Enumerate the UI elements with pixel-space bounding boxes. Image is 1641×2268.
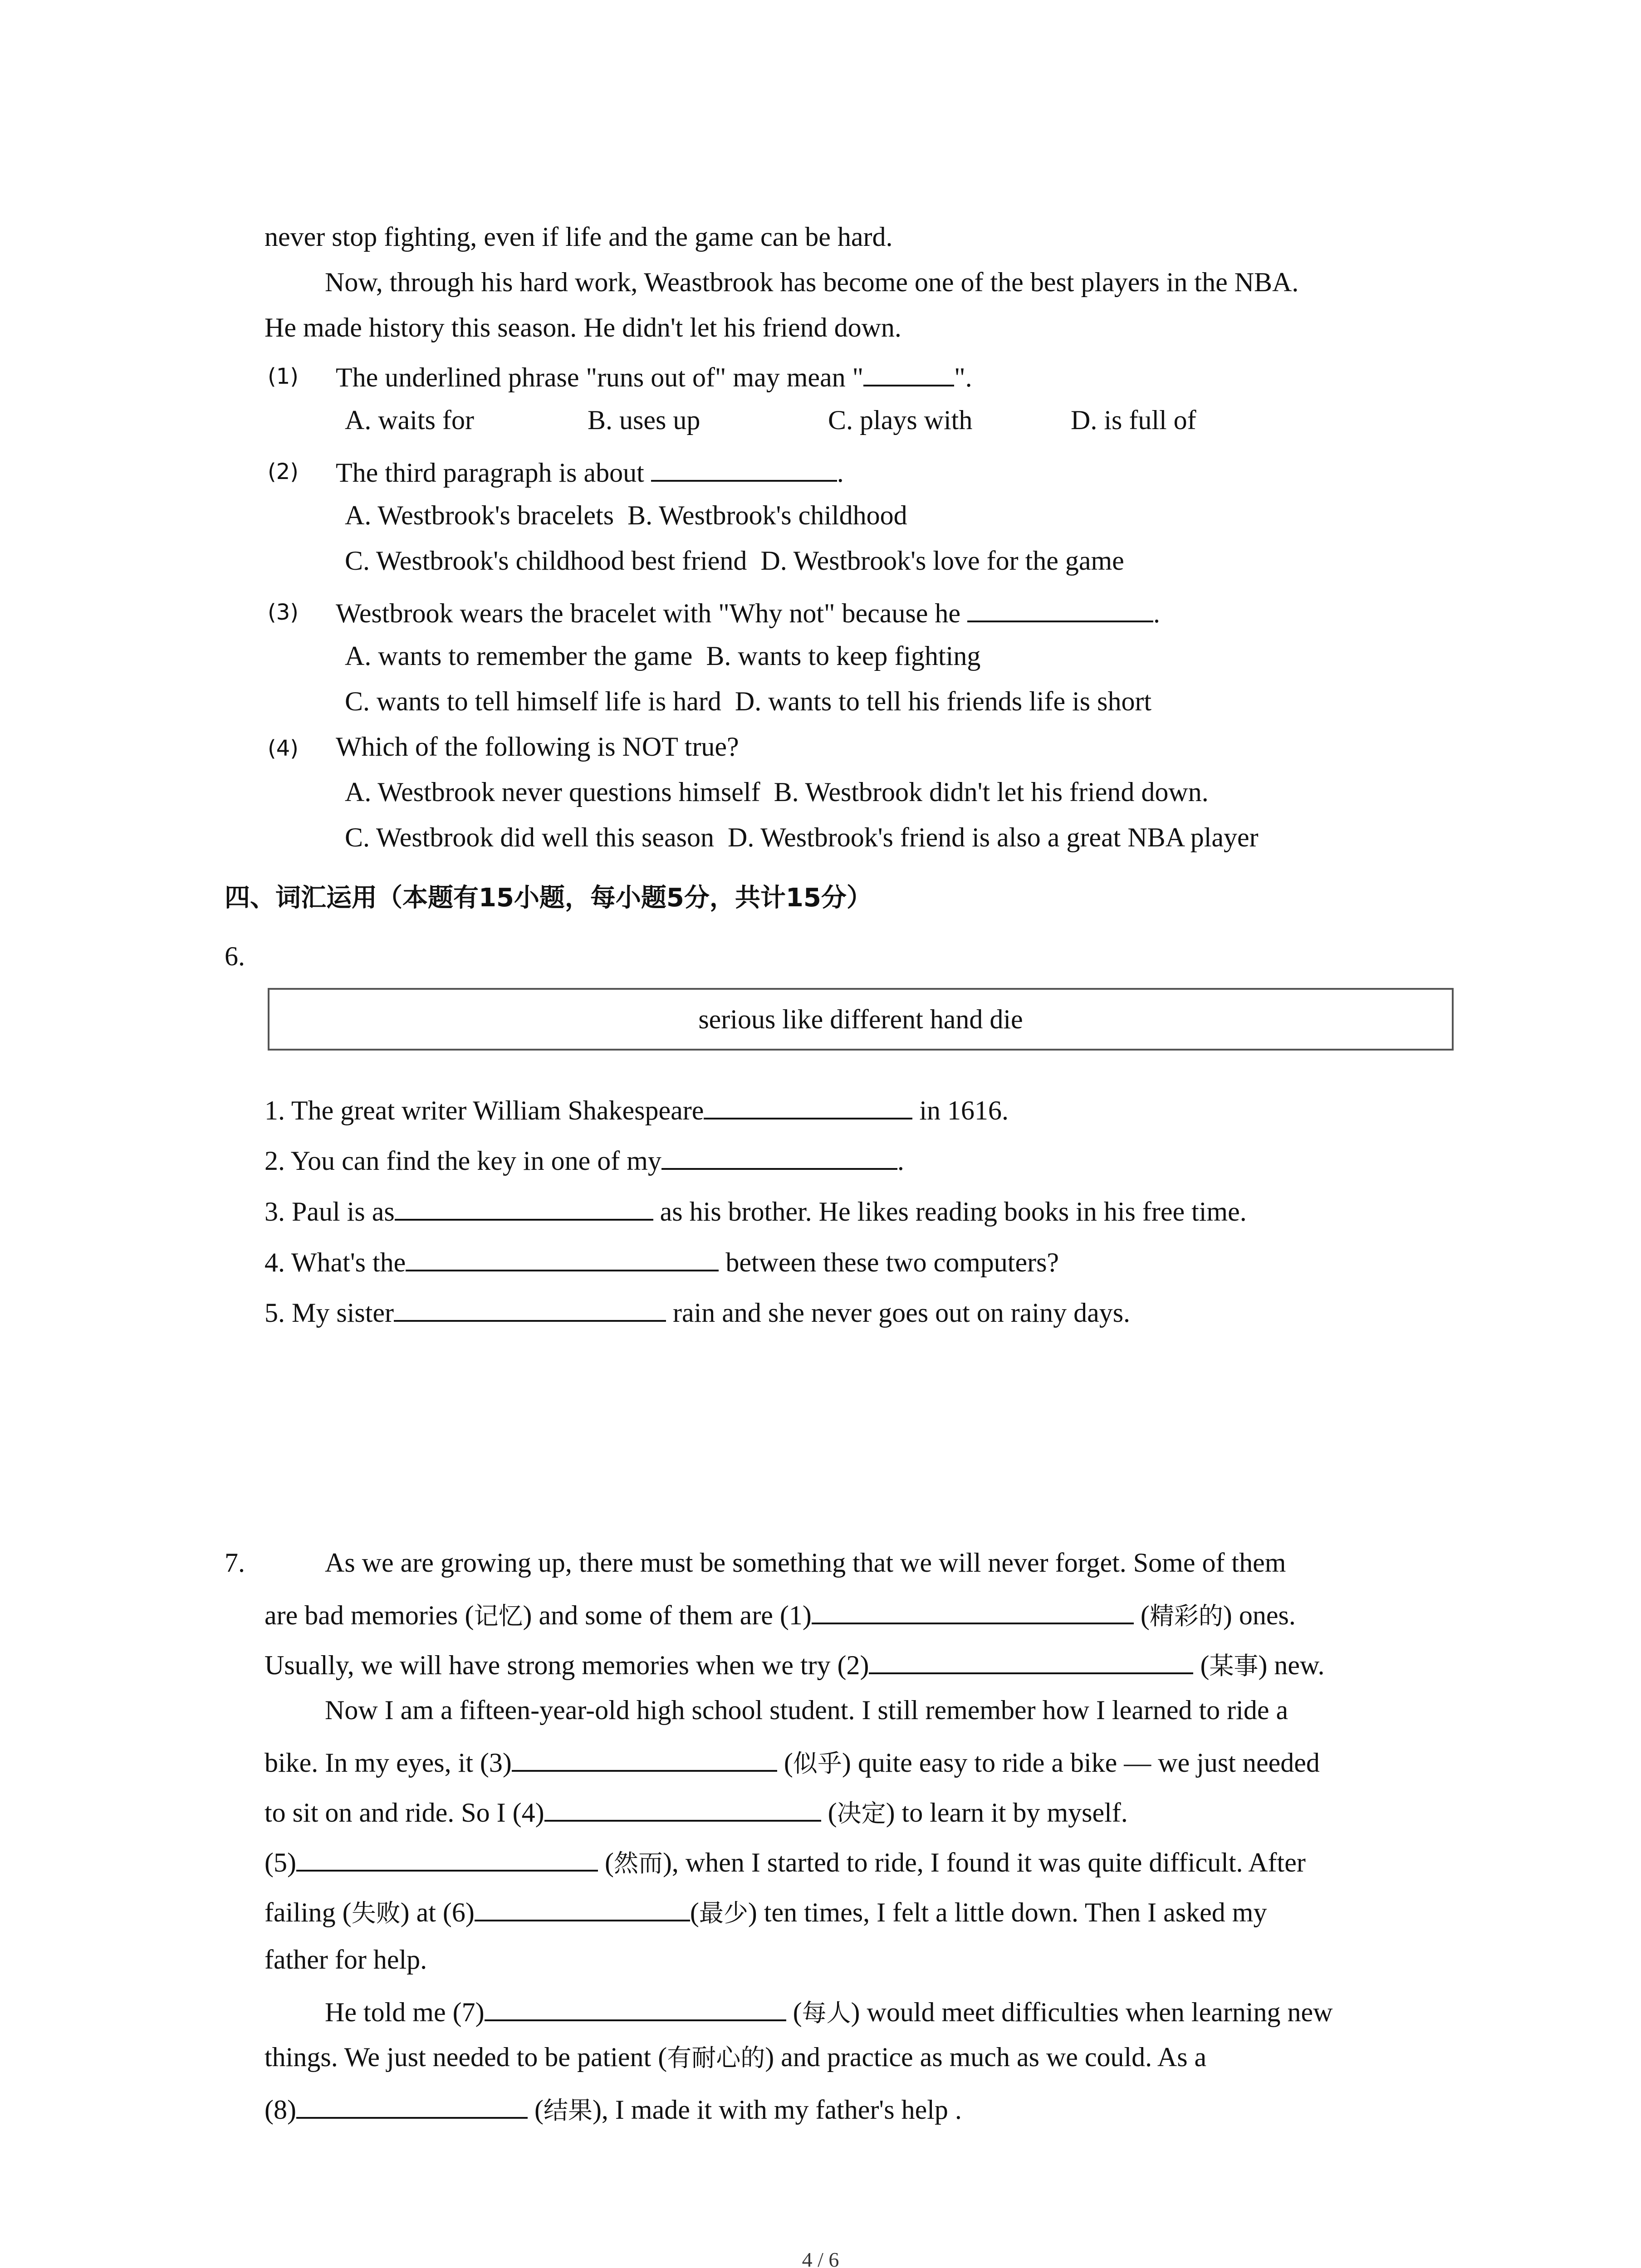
fill-item-2 (265, 1144, 904, 1174)
question-6-number: 6. (225, 941, 245, 971)
question-stem: The underlined phrase "runs out of" may mean " (336, 362, 864, 392)
option-row (345, 824, 1259, 851)
chinese-hint: 最少 (699, 1899, 748, 1927)
chinese-hint: 记忆 (474, 1602, 523, 1630)
cloze-line: Now I am a fifteen-year-old high school student. I still remember how I learned to ride a (325, 1695, 1288, 1725)
chinese-hint: 失败 (351, 1899, 401, 1927)
cloze-text: ) and practice as much as we could. As a (765, 2042, 1207, 2072)
fill-item-4 (265, 1246, 1059, 1276)
word-bank: serious like different hand die (698, 1004, 1023, 1034)
option-a[interactable]: A. wants to remember the game (345, 641, 693, 671)
cloze-line: failing (失败) at (6) (最少) ten times, I felt a little down. Then I asked my (265, 1896, 1267, 1926)
option-b[interactable]: B. Westbrook didn't let his friend down. (774, 777, 1209, 807)
cloze-text: ) would meet difficulties when learning new (851, 1997, 1333, 2027)
cloze-line: to sit on and ride. So I (4) (决定) to learn it by myself. (265, 1796, 1128, 1826)
fill-item-text: 2. You can find the key in one of my (265, 1146, 661, 1176)
option-c[interactable]: C. Westbrook did well this season (345, 822, 715, 852)
option-row (345, 688, 1151, 715)
answer-blank[interactable] (661, 1144, 897, 1170)
cloze-text: (8) (265, 2095, 296, 2125)
cloze-line: bike. In my eyes, it (3) (似乎) quite easy to ride a bike — we just needed (265, 1746, 1320, 1776)
chinese-hint: 结果 (543, 2096, 593, 2125)
answer-blank-8[interactable] (296, 2093, 528, 2119)
question-number: (4) (268, 736, 299, 761)
cloze-line (265, 2043, 1206, 2071)
question-2 (268, 456, 844, 488)
chinese-hint: 每人 (802, 1999, 851, 2027)
cloze-line: are bad memories (记忆) and some of them are (1) (精彩的) ones. (265, 1599, 1296, 1629)
answer-blank-7[interactable] (485, 1996, 786, 2021)
option-b[interactable]: B. wants to keep fighting (706, 641, 981, 671)
cloze-text: failing ( (265, 1897, 352, 1927)
fill-item-text: 3. Paul is as (265, 1197, 395, 1227)
option-b[interactable]: B. uses up (588, 405, 700, 435)
option-d[interactable]: D. Westbrook's love for the game (760, 546, 1124, 576)
fill-item-text-end: in 1616. (912, 1095, 1009, 1125)
option-row (345, 778, 1209, 806)
fill-item-1 (265, 1094, 1009, 1124)
cloze-line: He told me (7) (每人) would meet difficulties when learning new (325, 1996, 1332, 2026)
answer-blank[interactable] (651, 456, 837, 482)
cloze-line: Usually, we will have strong memories when we try (2) (某事) new. (265, 1649, 1324, 1679)
section-heading: 四、词汇运用（本题有15小题，每小题5分，共计15分） (225, 883, 872, 913)
fill-item-text-end: rain and she never goes out on rainy days. (666, 1298, 1131, 1328)
answer-blank[interactable] (704, 1094, 912, 1119)
cloze-text: to sit on and ride. So I (4) (265, 1798, 544, 1828)
chinese-hint: 某事 (1209, 1652, 1259, 1680)
option-row (345, 502, 907, 529)
passage-line: never stop fighting, even if life and the game can be hard. (265, 222, 893, 252)
question-3 (268, 597, 1160, 628)
fill-item-5 (265, 1296, 1130, 1326)
option-d[interactable]: D. is full of (1071, 405, 1196, 435)
question-number: (1) (268, 364, 299, 389)
option-a[interactable]: A. Westbrook's bracelets (345, 500, 614, 530)
cloze-text: things. We just needed to be patient ( (265, 2042, 667, 2072)
answer-blank-1[interactable] (812, 1599, 1134, 1624)
question-stem-end: ". (954, 362, 972, 392)
cloze-line: As we are growing up, there must be something that we will never forget. Some of them (325, 1548, 1286, 1578)
answer-blank-4[interactable] (544, 1796, 821, 1822)
cloze-text: ) at (6) (400, 1897, 475, 1927)
cloze-text: (5) (265, 1848, 296, 1877)
question-stem: Which of the following is NOT true? (336, 732, 739, 762)
fill-item-text-end: . (897, 1146, 904, 1176)
question-stem: The third paragraph is about (336, 458, 644, 488)
answer-blank[interactable] (406, 1246, 719, 1271)
cloze-text: ), I made it with my father's help . (592, 2095, 962, 2125)
fill-item-3 (265, 1195, 1247, 1225)
cloze-text: are bad memories ( (265, 1600, 474, 1630)
answer-blank-2[interactable] (869, 1649, 1193, 1674)
question-number: (2) (268, 459, 299, 484)
cloze-text: ), when I started to ride, I found it was quite difficult. After (662, 1848, 1306, 1877)
answer-blank[interactable] (394, 1296, 666, 1322)
fill-item-text-end: as his brother. He likes reading books in his free time. (653, 1197, 1247, 1227)
option-b[interactable]: B. Westbrook's childhood (627, 500, 907, 530)
cloze-text: ) quite easy to ride a bike — we just needed (842, 1748, 1320, 1778)
fill-item-text-end: between these two computers? (719, 1247, 1059, 1277)
question-stem-end: . (1153, 598, 1160, 628)
option-row (345, 547, 1124, 574)
question-stem: Westbrook wears the bracelet with "Why not" because he (336, 598, 960, 628)
question-number: (3) (268, 600, 299, 625)
cloze-line: (5) (然而), when I started to ride, I found it was quite difficult. After (265, 1846, 1306, 1876)
chinese-hint: 似乎 (793, 1749, 842, 1778)
cloze-line: father for help. (265, 1945, 427, 1975)
option-c[interactable]: C. wants to tell himself life is hard (345, 686, 721, 716)
option-c[interactable]: C. plays with (828, 405, 973, 435)
cloze-text: He told me (7) (325, 1997, 485, 2027)
cloze-text: ) and some of them are (1) (523, 1600, 812, 1630)
passage-line: Now, through his hard work, Weastbrook has become one of the best players in the NBA. (325, 267, 1299, 297)
cloze-text: ) to learn it by myself. (886, 1798, 1128, 1828)
question-4 (268, 732, 739, 762)
question-1 (268, 361, 972, 392)
cloze-text: ) ten times, I felt a little down. Then I asked my (748, 1897, 1267, 1927)
chinese-hint: 有耐心的 (667, 2043, 765, 2072)
cloze-text: Usually, we will have strong memories when we try (2) (265, 1650, 869, 1680)
option-d[interactable]: D. wants to tell his friends life is short (735, 686, 1152, 716)
option-a[interactable]: A. waits for (345, 405, 474, 435)
chinese-hint: 然而 (613, 1849, 663, 1877)
option-d[interactable]: D. Westbrook's friend is also a great NBA player (728, 822, 1259, 852)
answer-blank[interactable] (395, 1195, 653, 1221)
passage-line: He made history this season. He didn't let his friend down. (265, 313, 901, 342)
fill-item-text: 1. The great writer William Shakespeare (265, 1095, 704, 1125)
answer-blank-3[interactable] (512, 1746, 777, 1772)
answer-blank[interactable] (863, 361, 954, 386)
option-row (345, 642, 980, 670)
answer-blank-5[interactable] (296, 1846, 598, 1872)
fill-item-text: 4. What's the (265, 1247, 406, 1277)
chinese-hint: 精彩的 (1149, 1602, 1223, 1630)
answer-blank-6[interactable] (475, 1896, 690, 1921)
cloze-text: ) new. (1258, 1650, 1325, 1680)
cloze-text: ) ones. (1223, 1600, 1296, 1630)
cloze-line: (8) (结果), I made it with my father's help . (265, 2093, 962, 2123)
fill-item-text: 5. My sister (265, 1298, 394, 1328)
option-a[interactable]: A. Westbrook never questions himself (345, 777, 760, 807)
page-number: 4 / 6 (802, 2248, 839, 2268)
option-c[interactable]: C. Westbrook's childhood best friend (345, 546, 747, 576)
cloze-text: bike. In my eyes, it (3) (265, 1748, 512, 1778)
word-bank-box (268, 988, 1454, 1051)
question-7-number: 7. (225, 1548, 245, 1578)
question-stem-end: . (837, 458, 844, 488)
chinese-hint: 决定 (837, 1799, 886, 1828)
answer-blank[interactable] (967, 597, 1153, 622)
